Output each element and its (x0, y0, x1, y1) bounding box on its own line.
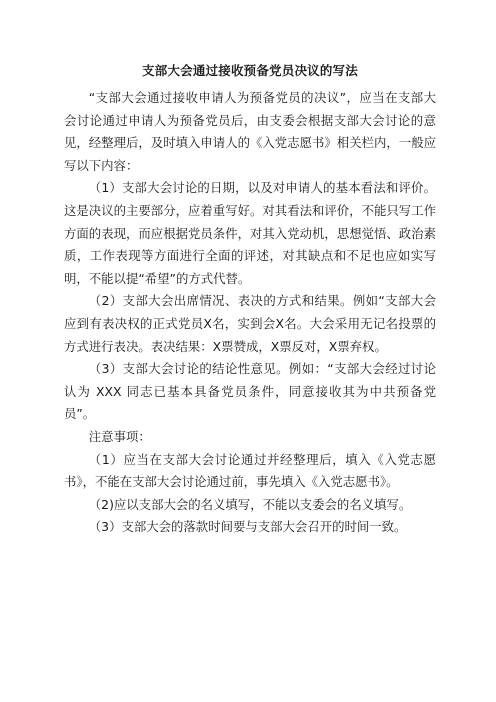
paragraph-item-1: （1）支部大会讨论的日期，以及对申请人的基本看法和评价。这是决议的主要部分，应着重写好。对其看法和评价，不能只写工作方面的表现，而应根据党员条件，对其入党动机，思想觉悟、政治素质，工作表现等方面进行全面的评述，对其缺点和不足也应如实写明，不能以提“希望”的方式代替。 (64, 180, 436, 286)
note-item-1: （1）应当在支部大会讨论通过并经整理后，填入《入党志愿书》，不能在支部大会讨论通过前，事先填入《入党志愿书》。 (64, 451, 436, 490)
notes-heading: 注意事项： (88, 428, 151, 444)
paragraph-item-2: （2）支部大会出席情况、表决的方式和结果。例如“支部大会应到有表决权的正式党员X名，实到会X名。大会采用无记名投票的方式进行表决。表决结果：X票赞成，X票反对，X票弃权。 (64, 293, 436, 354)
paragraph-item-3: （3）支部大会讨论的结论性意见。例如：“支部大会经过讨论认为 XXX 同志已基本具备党员条件，同意接收其为中共预备党员”。 (64, 361, 436, 422)
note-item-3: （3）支部大会的落款时间要与支部大会召开的时间一致。 (88, 519, 407, 535)
paragraph-intro: “支部大会通过接收申请人为预备党员的决议”，应当在支部大会讨论通过申请人为预备党员后，由支委会根据支部大会讨论的意见，经整理后，及时填入申请人的《入党志愿书》相关栏内，一般应写以下内容： (64, 90, 436, 173)
document-page (64, 62, 436, 539)
document-title: 支部大会通过接收预备党员决议的写法 (142, 63, 358, 78)
note-item-2: （2)应以支部大会的名义填写，不能以支委会的名义填写。 (88, 496, 412, 512)
